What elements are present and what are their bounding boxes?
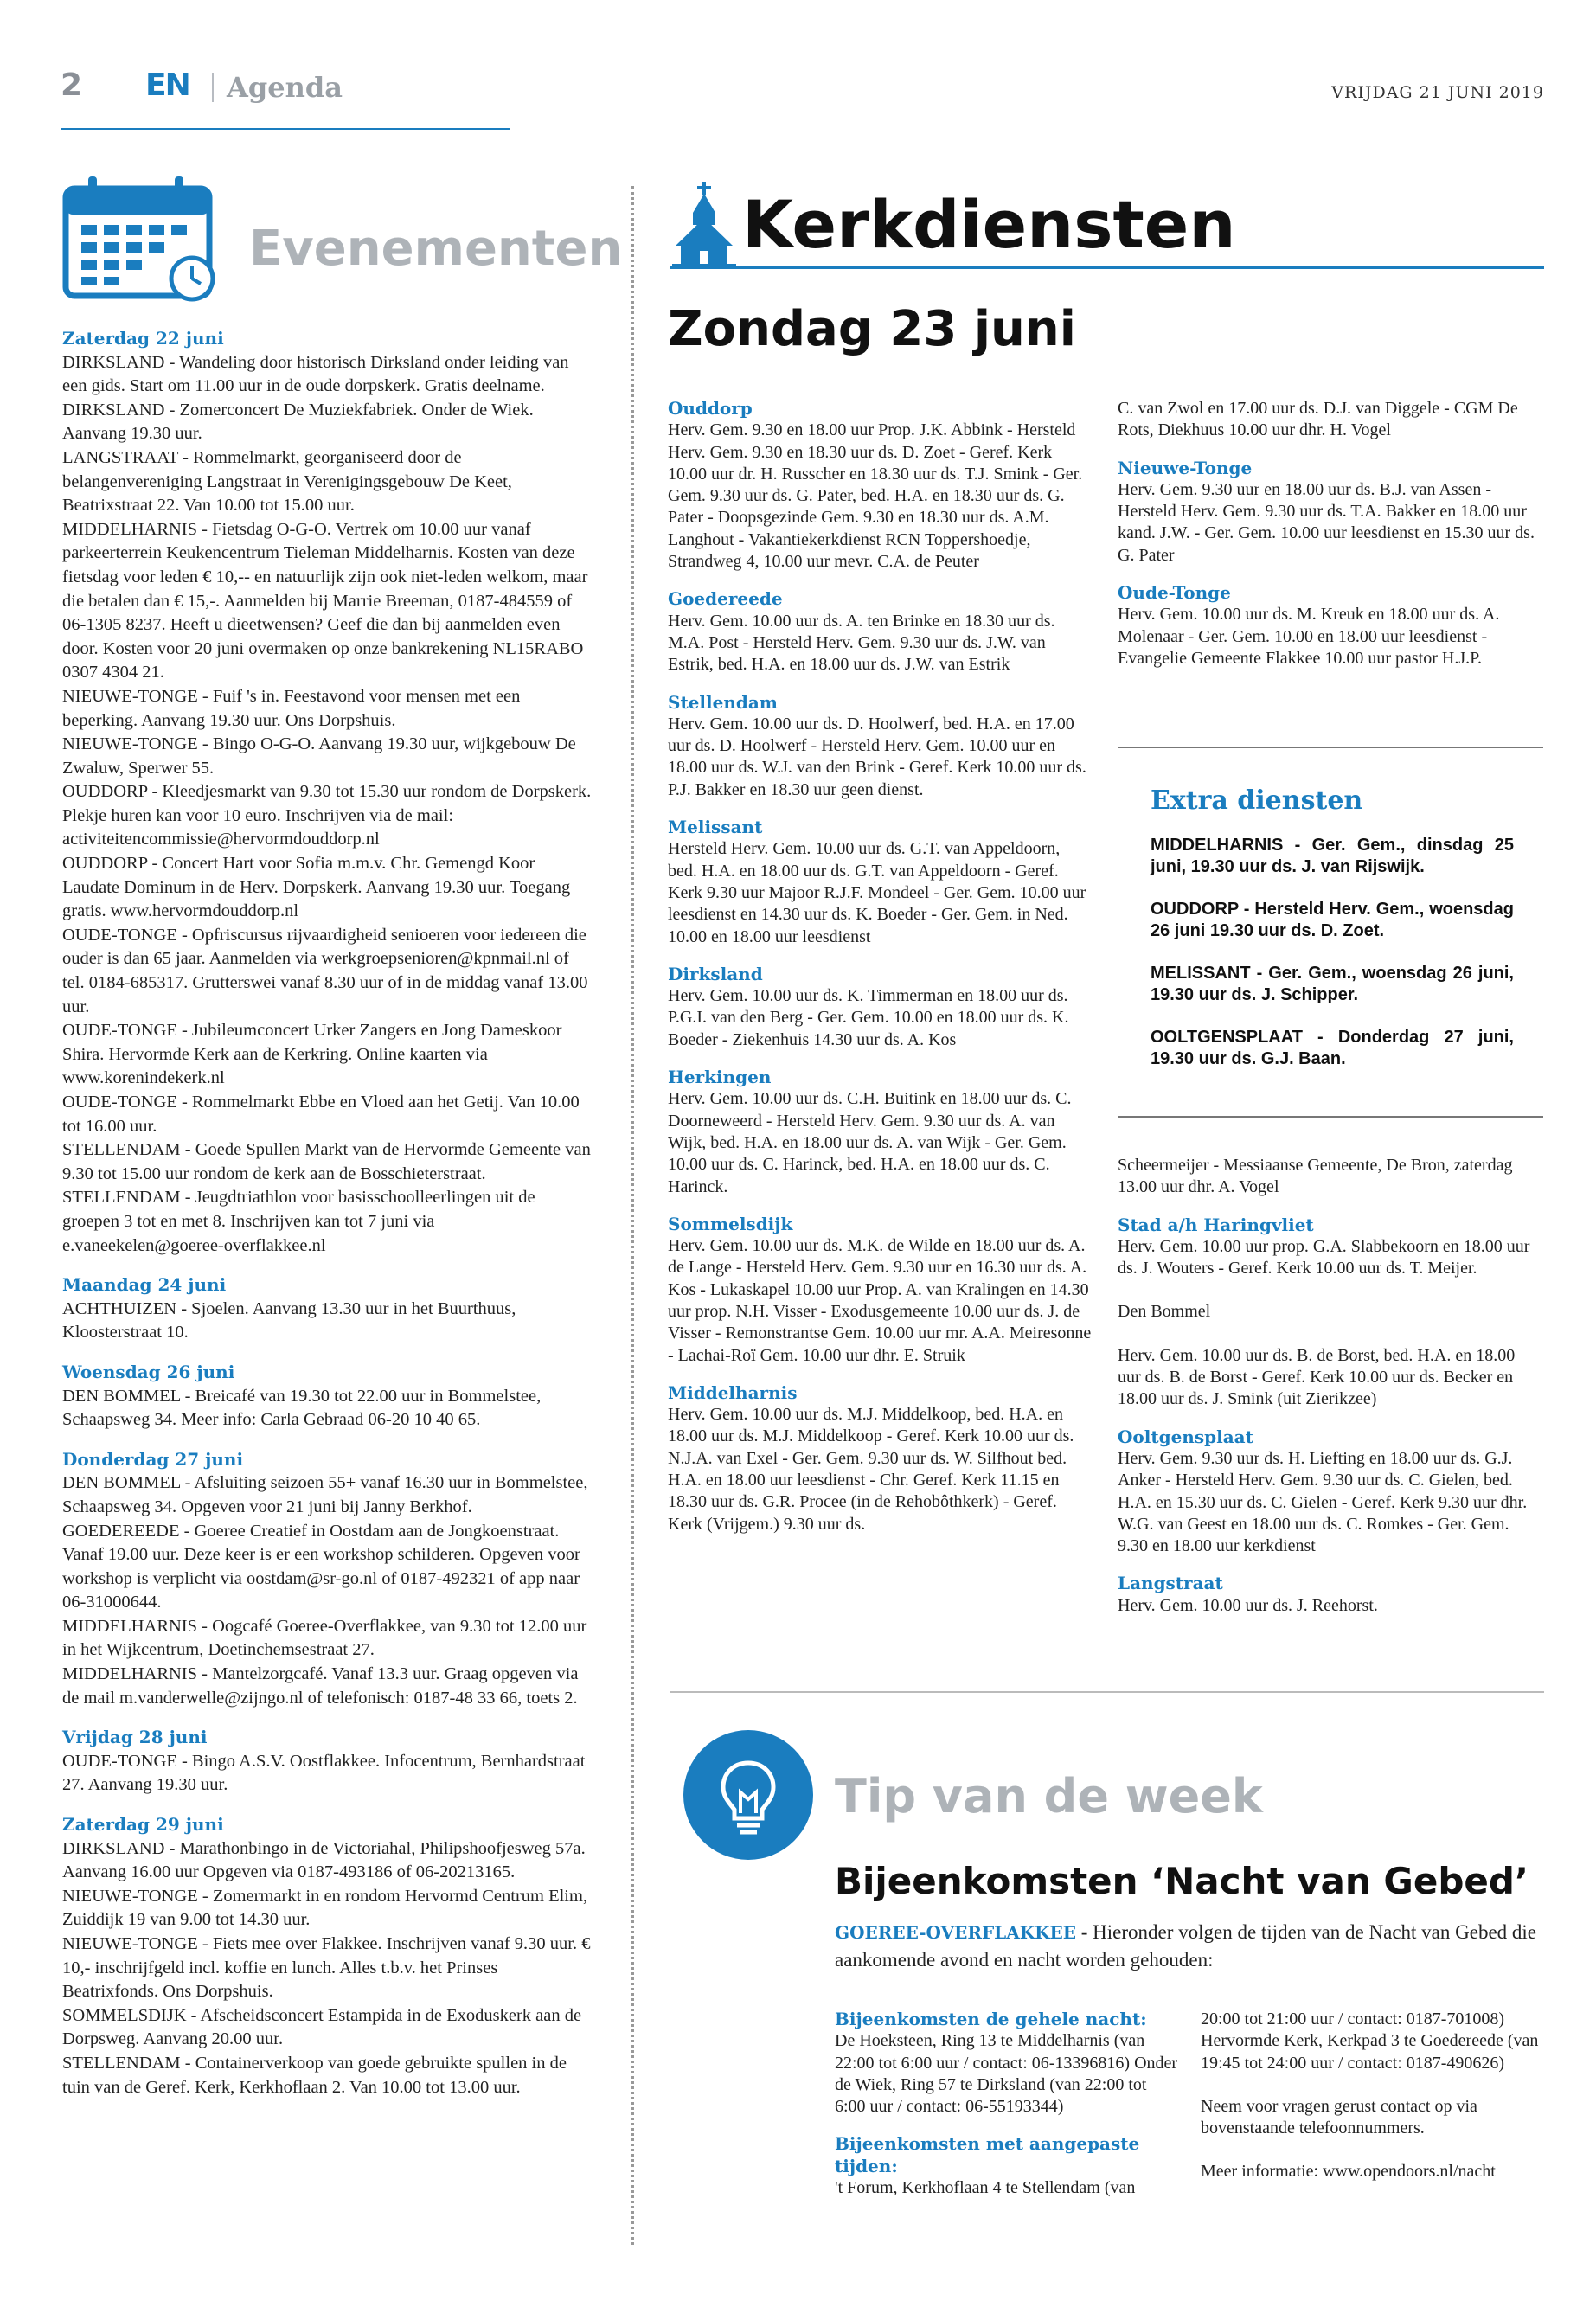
service-place: Stellendam — [668, 691, 778, 713]
event-day-heading: Zaterdag 22 juni — [62, 328, 224, 349]
service-text: Herv. Gem. 10.00 uur ds. M. Kreuk en 18.00 uur ds. A. Molenaar - Ger. Gem. 10.00 en 18.00 uur leesdienst - Evangelie Gemeente Flakkee 10.00 uur pastor H.J.P. — [1118, 605, 1500, 668]
event-item: OUDE-TONGE - Opfriscursus rijvaardigheid senioeren voor iedereen die ouder is dan 65 jaar. Aanmelden via werkgroepsenioren@kpnmail.nl of tel. 0184-685317. Grutterswei vanaf 8.30 uur of in de middag vanaf 13.00 uur. — [62, 925, 588, 1016]
tip-title: Tip van de week — [835, 1769, 1263, 1823]
service-place: Sommelsdijk — [668, 1213, 793, 1234]
event-item: ACHTHUIZEN - Sjoelen. Aanvang 13.30 uur in het Buurthuus, Kloosterstraat 10. — [62, 1298, 516, 1343]
service-place: Dirksland — [668, 963, 763, 984]
event-item: DEN BOMMEL - Breicafé van 19.30 tot 22.00 uur in Bommelstee, Schaapsweg 34. Meer info: Carla Gebraad 06-20 10 40 65. — [62, 1386, 542, 1430]
tip-locations-continued: 20:00 tot 21:00 uur / contact: 0187-701008) Hervormde Kerk, Kerkpad 3 te Goedereede (van 19:45 tot 24:00 uur / contact: 0187-490626) — [1201, 2009, 1539, 2073]
event-item: LANGSTRAAT - Rommelmarkt, georganiseerd door de belangenvereniging Langstraat in Verenigingsgebouw De Keet, Beatrixstraat 22. Van 10.00 tot 15.00 uur. — [62, 447, 512, 516]
event-item: DEN BOMMEL - Afsluiting seizoen 55+ vanaf 16.30 uur in Bommelstee, Schaapsweg 34. Opgeven voor 21 juni bij Janny Berkhof. GOEDEREEDE - Goeree Creatief in Oostdam aan de Jongkoenstraat. Vanaf 19.00 uur. Deze keer is er een workshop schilderen. Opgeven voor workshop is verplicht via oostdam@sr-go.nl of 0187-492321 of app naar 06-31000644. — [62, 1473, 588, 1612]
services-column-2-top — [1118, 398, 1542, 670]
service-date-heading: Zondag 23 juni — [668, 301, 1076, 357]
tip-heading-whole-night: Bijeenkomsten de gehele nacht: — [835, 2009, 1147, 2029]
tip-left-column — [835, 2009, 1181, 2199]
service-text: Herv. Gem. 10.00 uur ds. B. de Borst, bed. H.A. en 18.00 uur ds. B. de Borst - Geref. Kerk 10.00 uur ds. Becker en 18.00 uur ds. J. Smink (uit Zierikzee) — [1118, 1345, 1516, 1409]
service-text: Herv. Gem. 10.00 uur prop. G.A. Slabbekoorn en 18.00 uur ds. J. Wouters - Geref. Kerk 10.00 uur ds. T. Meijer. — [1118, 1236, 1530, 1279]
event-item: NIEUWE-TONGE - Zomermarkt in en rondom Hervormd Centrum Elim, Zuiddijk 19 van 9.00 tot 14.30 uur. — [62, 1886, 588, 1930]
event-item: NIEUWE-TONGE - Bingo O-G-O. Aanvang 19.30 uur, wijkgebouw De Zwaluw, Sperwer 55. — [62, 734, 576, 778]
service-text: Herv. Gem. 10.00 uur ds. M.K. de Wilde en 18.00 uur ds. A. de Lange - Hersteld Herv. Gem. 9.30 uur en 16.30 uur ds. A. Kos - Lukaskapel 10.00 uur Prop. A. van Kralingen en 14.30 uur prop. N.H. Visser - Exodusgemeente 10.00 uur ds. J. de Visser - Remonstrantse Gem. 10.00 uur mr. A.A. Meiresonne - Lachai-Roï Gem. 10.00 uur dhr. E. Struik — [668, 1236, 1092, 1365]
service-text: Scheermeijer - Messiaanse Gemeente, De Bron, zaterdag 13.00 uur dhr. A. Vogel — [1118, 1156, 1513, 1197]
service-place: Nieuwe-Tonge — [1118, 457, 1253, 478]
service-text: C. van Zwol en 17.00 uur ds. D.J. van Diggele - CGM De Rots, Diekhuus 10.00 uur dhr. H. Vogel — [1118, 399, 1518, 440]
service-place: Goedereede — [668, 588, 783, 610]
tip-badge — [683, 1730, 813, 1860]
events-list — [62, 327, 592, 2099]
event-day-heading: Zaterdag 29 juni — [62, 1814, 224, 1836]
kerkdiensten-title: Kerkdiensten — [742, 186, 1236, 263]
service-text: Herv. Gem. 10.00 uur ds. K. Timmerman en 18.00 uur ds. P.G.I. van den Berg - Ger. Gem. 10.00 en 18.00 uur ds. K. Boeder - Ziekenhuis 14.30 uur ds. A. Kos — [668, 986, 1069, 1049]
event-item: DIRKSLAND - Wandeling door historisch Dirksland onder leiding van een gids. Start om 11.00 uur in de oude dorpskerk. Gratis deelname. — [62, 352, 569, 396]
extra-diensten-list — [1151, 835, 1514, 1091]
service-place: Ooltgensplaat — [1118, 1426, 1253, 1447]
event-item: NIEUWE-TONGE - Fuif 's in. Feestavond voor mensen met een beperking. Aanvang 19.30 uur. Ons Dorpshuis. — [62, 686, 521, 730]
event-item: STELLENDAM - Goede Spullen Markt van de Hervormde Gemeente van 9.30 tot 15.00 uur rondom de kerk aan de Bosschieterstraat. — [62, 1140, 591, 1183]
page-number: 2 — [61, 67, 83, 103]
extra-dienst-item: OUDDORP - Hersteld Herv. Gem., woensdag 26 juni 19.30 uur ds. D. Zoet. — [1151, 900, 1514, 940]
service-place: Ouddorp — [668, 398, 753, 419]
extra-dienst-item: OOLTGENSPLAAT - Donderdag 27 juni, 19.30 uur ds. G.J. Baan. — [1151, 1028, 1514, 1068]
calendar-icon — [62, 173, 218, 303]
tip-locations-adjusted: 't Forum, Kerkhoflaan 4 te Stellendam (van — [835, 2178, 1136, 2198]
tip-intro — [835, 1919, 1544, 1973]
event-item: DIRKSLAND - Zomerconcert De Muziekfabriek. Onder de Wiek. Aanvang 19.30 uur. — [62, 400, 534, 444]
section-name: Agenda — [227, 71, 343, 104]
service-text: Herv. Gem. 10.00 uur ds. M.J. Middelkoop, bed. H.A. en 18.00 uur ds. M.J. Middelkoop - Geref. Kerk 10.00 uur ds. N.J.A. van Exel - Ger. Gem. 9.30 uur ds. W. Silfhout bed. H.A. en 18.00 uur leesdienst - Chr. Geref. Kerk 11.15 en 18.30 uur ds. G.R. Procee (in de Rehobôthkerk) - Geref. Kerk (Vrijgem.) 9.30 uur ds. — [668, 1405, 1074, 1534]
kerkdiensten-rule — [670, 266, 1544, 269]
service-text: Herv. Gem. 10.00 uur ds. C.H. Buitink en 18.00 uur ds. C. Doorneweerd - Hersteld Herv. Gem. 9.30 uur ds. A. van Wijk, bed. H.A. en 18.00 uur ds. A. van Wijk - Ger. Gem. 10.00 uur ds. C. Harinck, bed. H.A. en 18.00 uur ds. C. Harinck. — [668, 1089, 1072, 1196]
event-day-heading: Woensdag 26 juni — [62, 1361, 235, 1382]
tip-intro-lead: GOEREE-OVERFLAKKEE — [835, 1922, 1077, 1943]
event-item: OUDE-TONGE - Jubileumconcert Urker Zangers en Jong Dameskoor Shira. Hervormde Kerk aan de Kerkring. Online kaarten via www.korenindekerk.nl — [62, 1021, 562, 1088]
event-item: STELLENDAM - Containerverkoop van goede gebruikte spullen in de tuin van de Geref. Kerk, Kerkhoflaan 2. Van 10.00 tot 13.00 uur. — [62, 2053, 567, 2097]
service-text: Den Bommel — [1118, 1302, 1211, 1322]
header-rule — [61, 128, 510, 130]
event-item: DIRKSLAND - Marathonbingo in de Victoriahal, Philipshoofjesweg 57a. Aanvang 16.00 uur Opgeven via 0187-493186 of 06-20213165. — [62, 1838, 586, 1882]
column-divider — [631, 186, 634, 2245]
tip-right-column — [1201, 2009, 1547, 2183]
extra-diensten-title: Extra diensten — [1151, 785, 1363, 816]
event-item: MIDDELHARNIS - Oogcafé Goeree-Overflakkee, van 9.30 tot 12.00 uur in het Wijkcentrum, Doetinchemsestraat 27. — [62, 1616, 587, 1660]
service-text: Herv. Gem. 9.30 uur ds. H. Liefting en 18.00 uur ds. G.J. Anker - Hersteld Herv. Gem. 9.30 uur ds. C. Gielen, bed. H.A. en 15.30 uur ds. C. Gielen - Geref. Kerk 9.30 uur dhr. W.G. van Geest en 18.00 uur ds. C. Romkes - Ger. Gem. 9.30 en 18.00 uur kerkdienst — [1118, 1448, 1528, 1556]
event-item: STELLENDAM - Jeugdtriathlon voor basisschoolleerlingen uit de groepen 3 tot en met 8. Inschrijven kan tot 7 juni via e.vaneekelen@goeree-overflakkee.nl — [62, 1188, 535, 1255]
event-day-heading: Vrijdag 28 juni — [62, 1727, 208, 1748]
event-day-heading: Donderdag 27 juni — [62, 1448, 244, 1470]
tip-subtitle: Bijeenkomsten ‘Nacht van Gebed’ — [835, 1860, 1529, 1902]
event-item: OUDE-TONGE - Rommelmarkt Ebbe en Vloed aan het Getij. Van 10.00 tot 16.00 uur. — [62, 1093, 580, 1136]
event-item: OUDDORP - Kleedjesmarkt van 9.30 tot 15.30 uur rondom de Dorpskerk. Plekje huren kan voor 10 euro. Inschrijven via de mail: activiteitencommissie@hervormdouddorp.nl — [62, 782, 592, 849]
service-place: Oude-Tonge — [1118, 582, 1231, 604]
church-icon — [670, 180, 738, 266]
tip-locations-whole-night: De Hoeksteen, Ring 13 te Middelharnis (van 22:00 tot 6:00 uur / contact: 06-13396816) Onder de Wiek, Ring 57 te Dirksland (van 22:00 tot 6:00 uur / contact: 06-55193344) — [835, 2031, 1178, 2117]
event-item: MIDDELHARNIS - Fietsdag O-G-O. Vertrek om 10.00 uur vanaf parkeerterrein Keukencentrum Tieleman Middelharnis. Kosten van deze fietsdag voor leden € 10,-- en natuurlijk zijn ook niet-leden welkom, maar die betalen dan € 15,-. Aanmelden bij Marrie Breeman, 0187-484559 of 06-1305 8237. Heeft u dieetwensen? Geef die dan bij aanmelden even door. Kosten voor 20 juni overmaken op onze bankrekening NL15RABO 0307 4304 21. — [62, 519, 588, 683]
extra-dienst-item: MIDDELHARNIS - Ger. Gem., dinsdag 25 juni, 19.30 uur ds. J. van Rijswijk. — [1151, 836, 1514, 876]
service-text: Herv. Gem. 10.00 uur ds. D. Hoolwerf, bed. H.A. en 17.00 uur ds. D. Hoolwerf - Hersteld Herv. Gem. 10.00 uur en 18.00 uur ds. W.J. van den Brink - Geref. Kerk 10.00 uur ds. P.J. Bakker en 18.30 uur geen dienst. — [668, 714, 1086, 799]
event-item: MIDDELHARNIS - Mantelzorgcafé. Vanaf 13.3 uur. Graag opgeven via de mail m.vanderwelle@zijngo.nl of telefonisch: 0187-48 33 66, toets 2. — [62, 1664, 579, 1708]
service-text: Herv. Gem. 10.00 uur ds. J. Reehorst. — [1118, 1595, 1378, 1615]
service-text: Herv. Gem. 10.00 uur ds. A. ten Brinke en 18.30 uur ds. M.A. Post - Hersteld Herv. Gem. 9.30 uur ds. J.W. van Estrik, bed. H.A. en 18.00 uur ds. J.W. van Estrik — [668, 611, 1055, 675]
service-place: Herkingen — [668, 1067, 772, 1088]
tip-heading-adjusted: Bijeenkomsten met aangepaste tijden: — [835, 2133, 1140, 2176]
issue-date: VRIJDAG 21 JUNI 2019 — [1331, 83, 1544, 102]
services-column-1 — [668, 398, 1092, 1535]
service-text: Herv. Gem. 9.30 en 18.00 uur Prop. J.K. Abbink - Hersteld Herv. Gem. 9.30 en 18.30 uur ds. D. Zoet - Geref. Kerk 10.00 uur dr. H. Russcher en 18.30 uur ds. T.J. Smink - Ger. Gem. 9.30 uur ds. G. Pater, bed. H.A. en 18.30 uur ds. G. Pater - Doopsgezinde Gem. 9.30 en 18.30 uur ds. A.M. Langhout - Vakantiekerkdienst RCN Toppershoedje, Strandweg 4, 10.00 uur mevr. C.A. de Peuter — [668, 420, 1083, 572]
event-item: NIEUWE-TONGE - Fiets mee over Flakkee. Inschrijven vanaf 9.30 uur. € 10,- inschrijfgeld incl. koffie en lunch. Alles t.b.v. het Prinses Beatrixfonds. Ons Dorpshuis. — [62, 1934, 591, 2002]
event-item: OUDDORP - Concert Hart voor Sofia m.m.v. Chr. Gemengd Koor Laudate Dominum in de Herv. Dorpskerk. Aanvang 19.30 uur. Toegang gratis. www.hervormdouddorp.nl — [62, 854, 571, 921]
header-separator — [212, 73, 214, 102]
service-place: Stad a/h Haringvliet — [1118, 1214, 1314, 1235]
event-day-heading: Maandag 24 juni — [62, 1274, 227, 1296]
service-place: Langstraat — [1118, 1573, 1223, 1594]
tip-intro-text: - Hieronder volgen de tijden van de Nacht van Gebed die aankomende avond en nacht worden gehouden: — [835, 1921, 1537, 1971]
extra-top-rule — [1118, 747, 1543, 748]
services-column-2-bottom — [1118, 1155, 1542, 1617]
lightbulb-icon — [683, 1730, 813, 1860]
service-text: Herv. Gem. 9.30 uur en 18.00 uur ds. B.J. van Assen - Hersteld Herv. Gem. 9.30 uur ds. T.A. Bakker en 18.00 uur kand. J.W. - Ger. Gem. 10.00 uur leesdienst en 15.30 uur ds. G. Pater — [1118, 479, 1535, 565]
tip-more-info: Meer informatie: www.opendoors.nl/nacht — [1201, 2162, 1496, 2182]
tip-rule — [670, 1691, 1544, 1693]
service-place: Middelharnis — [668, 1381, 798, 1403]
tip-contact-note: Neem voor vragen gerust contact op via bovenstaande telefoonnummers. — [1201, 2096, 1477, 2138]
extra-dienst-item: MELISSANT - Ger. Gem., woensdag 26 juni, 19.30 uur ds. J. Schipper. — [1151, 964, 1514, 1004]
service-place: Melissant — [668, 817, 763, 838]
newspaper-logo: EN — [145, 67, 189, 103]
service-text: Hersteld Herv. Gem. 10.00 uur ds. G.T. van Appeldoorn, bed. H.A. en 18.00 uur ds. G.T. van Appeldoorn - Geref. Kerk 9.30 uur Majoor R.J.F. Mondeel - Ger. Gem. 10.00 uur leesdienst en 14.30 uur ds. K. Boeder - Ger. Gem. in Ned. 10.00 en 18.00 uur leesdienst — [668, 839, 1086, 946]
extra-bottom-rule — [1118, 1116, 1543, 1118]
event-item: SOMMELSDIJK - Afscheidsconcert Estampida in de Exoduskerk aan de Dorpsweg. Aanvang 20.00 uur. — [62, 2005, 582, 2049]
event-item: OUDE-TONGE - Bingo A.S.V. Oostflakkee. Infocentrum, Bernhardstraat 27. Aanvang 19.30 uur. — [62, 1751, 586, 1795]
evenementen-title: Evenementen — [249, 221, 623, 277]
